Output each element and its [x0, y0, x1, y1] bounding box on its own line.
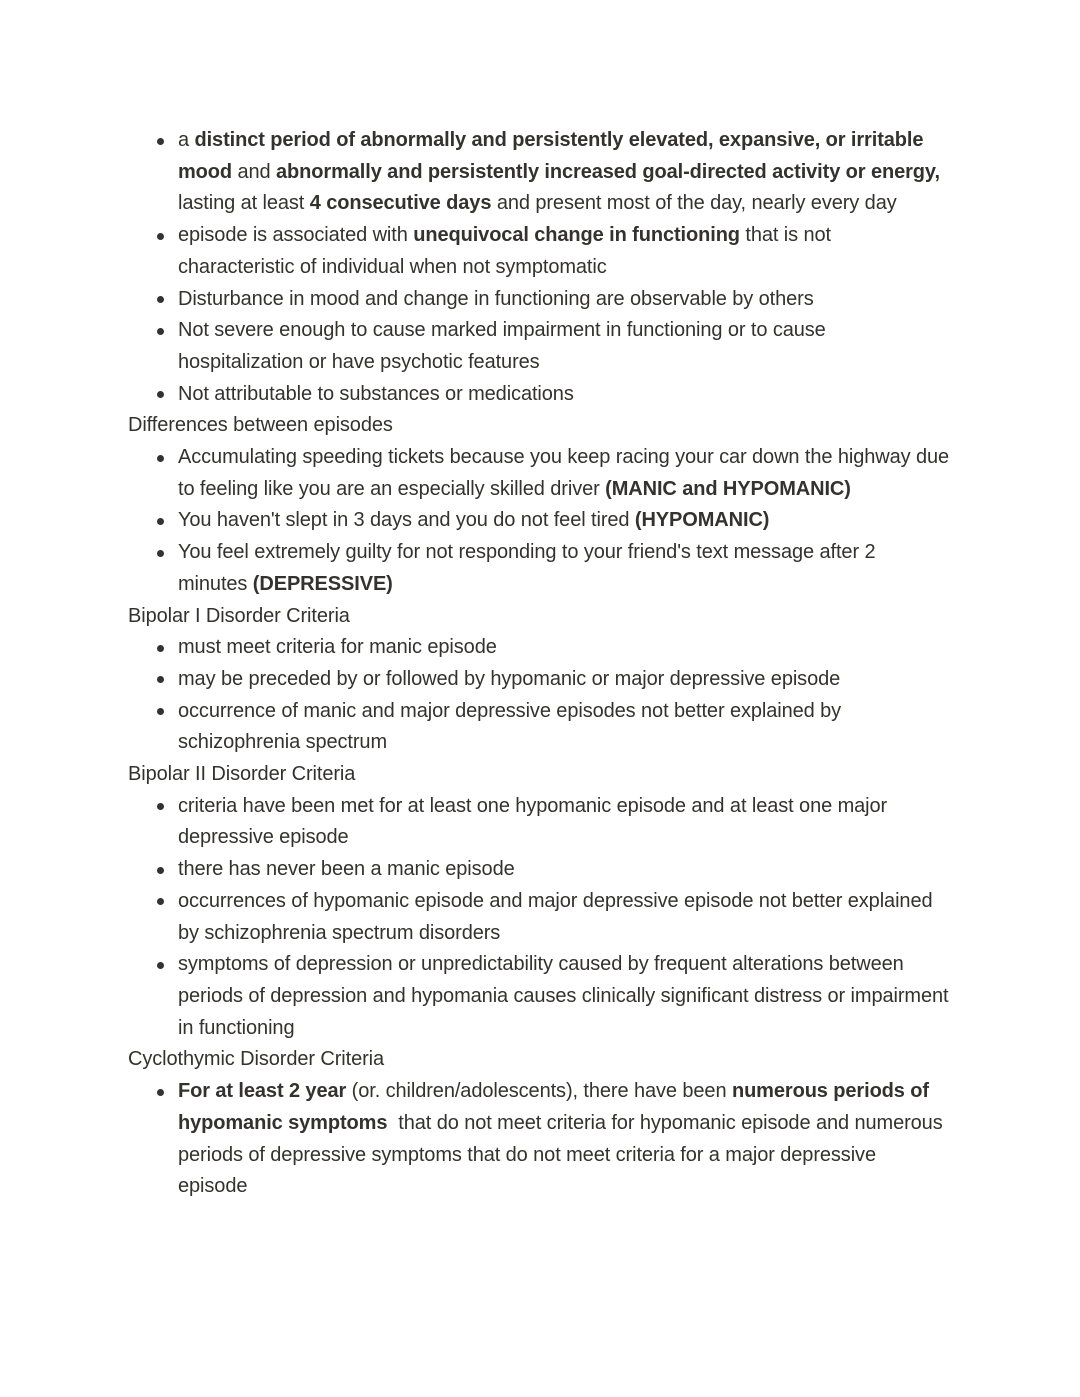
bullet-icon [157, 676, 164, 683]
bullet-text [178, 125, 950, 220]
bullet-list-item [128, 537, 952, 600]
bullet-list-item [128, 284, 952, 316]
bullet-list-item [128, 664, 952, 696]
bullet-list-item [128, 949, 952, 1044]
text-run-bold: For at least 2 year [178, 1080, 347, 1103]
bullet-icon [157, 645, 164, 652]
text-run: occurrences of hypomanic episode and major depressive episode not better explained by schizophrenia spectrum disorders [178, 889, 933, 944]
bullet-text [178, 220, 950, 283]
bullet-text [178, 854, 950, 886]
bullet-text [178, 505, 950, 537]
bullet-text [178, 949, 950, 1044]
bullet-text [178, 1076, 950, 1203]
bullet-list-item [128, 854, 952, 886]
bullet-list-item [128, 442, 952, 505]
text-run-bold: numerous periods of hypomanic symptoms [178, 1080, 929, 1134]
bullet-list-item [128, 886, 952, 949]
text-run-bold: abnormally and persistently increased goal-directed activity or energy, [276, 160, 940, 183]
bullet-text [178, 664, 950, 696]
text-run: Disturbance in mood and change in functioning are observable by others [178, 287, 814, 310]
bullet-icon [157, 518, 164, 525]
text-run: and present most of the day, nearly every day [491, 192, 897, 215]
text-run: Cyclothymic Disorder Criteria [128, 1048, 385, 1071]
bullet-list-item [128, 379, 952, 411]
bullet-text [178, 315, 950, 378]
section-heading [128, 759, 952, 791]
bullet-list-item [128, 696, 952, 759]
bullet-icon [157, 1089, 164, 1096]
bullet-text [178, 379, 950, 411]
bullet-list-item [128, 791, 952, 854]
text-run: Bipolar I Disorder Criteria [128, 604, 350, 627]
bullet-icon [157, 803, 164, 810]
text-run: symptoms of depression or unpredictability caused by frequent alterations between periods of depression and hypomania causes clinically significant distress or impairment in functioning [178, 953, 949, 1039]
bullet-text [178, 537, 950, 600]
bullet-text [178, 696, 950, 759]
text-run-bold: distinct period of abnormally and persistently elevated, expansive, or irritable mood [178, 129, 924, 183]
bullet-icon [157, 296, 164, 303]
text-run: You feel extremely guilty for not responding to your friend's text message after 2 minutes [178, 541, 876, 595]
text-run: that do not meet criteria for hypomanic episode and numerous periods of depressive symptoms that do not meet criteria for a major depressive episode [178, 1111, 943, 1198]
bullet-list-item [128, 1076, 952, 1203]
text-run: occurrence of manic and major depressive episodes not better explained by schizophrenia spectrum [178, 699, 842, 754]
bullet-icon [157, 898, 164, 905]
text-run-bold: (DEPRESSIVE) [252, 572, 393, 595]
bullet-text [178, 632, 950, 664]
text-run: episode is associated with [178, 224, 414, 247]
text-run: Not severe enough to cause marked impairment in functioning or to cause hospitalization or have psychotic features [178, 319, 826, 373]
text-run: must meet criteria for manic episode [178, 636, 497, 659]
text-run: a [178, 129, 195, 151]
bullet-text [178, 886, 950, 949]
text-run: Accumulating speeding tickets because you keep racing your car down the highway due to feeling like you are an especially skilled driver [178, 446, 950, 500]
text-run-bold: unequivocal change in functioning [413, 224, 740, 247]
text-run: and [232, 160, 277, 183]
bullet-icon [157, 455, 164, 462]
text-run: there has never been a manic episode [178, 858, 515, 881]
bullet-icon [157, 391, 164, 398]
bullet-text [178, 442, 950, 505]
text-run: Bipolar II Disorder Criteria [128, 763, 356, 786]
bullet-icon [157, 328, 164, 335]
bullet-list-item [128, 125, 952, 220]
text-run: (or. children/adolescents), there have been [346, 1080, 732, 1103]
section-heading [128, 601, 952, 633]
bullet-icon [157, 233, 164, 240]
document-body [128, 125, 952, 1203]
bullet-text [178, 791, 950, 854]
text-run-bold: (MANIC and HYPOMANIC) [605, 477, 851, 500]
section-heading [128, 1044, 952, 1076]
bullet-icon [157, 708, 164, 715]
bullet-icon [157, 138, 164, 145]
bullet-list-item [128, 315, 952, 378]
text-run-bold: (HYPOMANIC) [634, 509, 770, 532]
text-run: criteria have been met for at least one hypomanic episode and at least one major depressive episode [178, 794, 888, 849]
bullet-list-item [128, 505, 952, 537]
text-run: may be preceded by or followed by hypomanic or major depressive episode [178, 667, 841, 690]
bullet-list-item [128, 220, 952, 283]
bullet-icon [157, 550, 164, 557]
bullet-list-item [128, 632, 952, 664]
text-run-bold: 4 consecutive days [309, 192, 492, 215]
text-run: You haven't slept in 3 days and you do not feel tired [178, 509, 635, 532]
bullet-icon [157, 962, 164, 969]
text-run: that is not characteristic of individual when not symptomatic [178, 224, 832, 278]
section-heading [128, 410, 952, 442]
text-run: Differences between episodes [128, 414, 393, 437]
text-run: lasting at least [178, 192, 310, 215]
bullet-icon [157, 867, 164, 874]
bullet-text [178, 284, 950, 316]
text-run: Not attributable to substances or medications [178, 382, 574, 405]
